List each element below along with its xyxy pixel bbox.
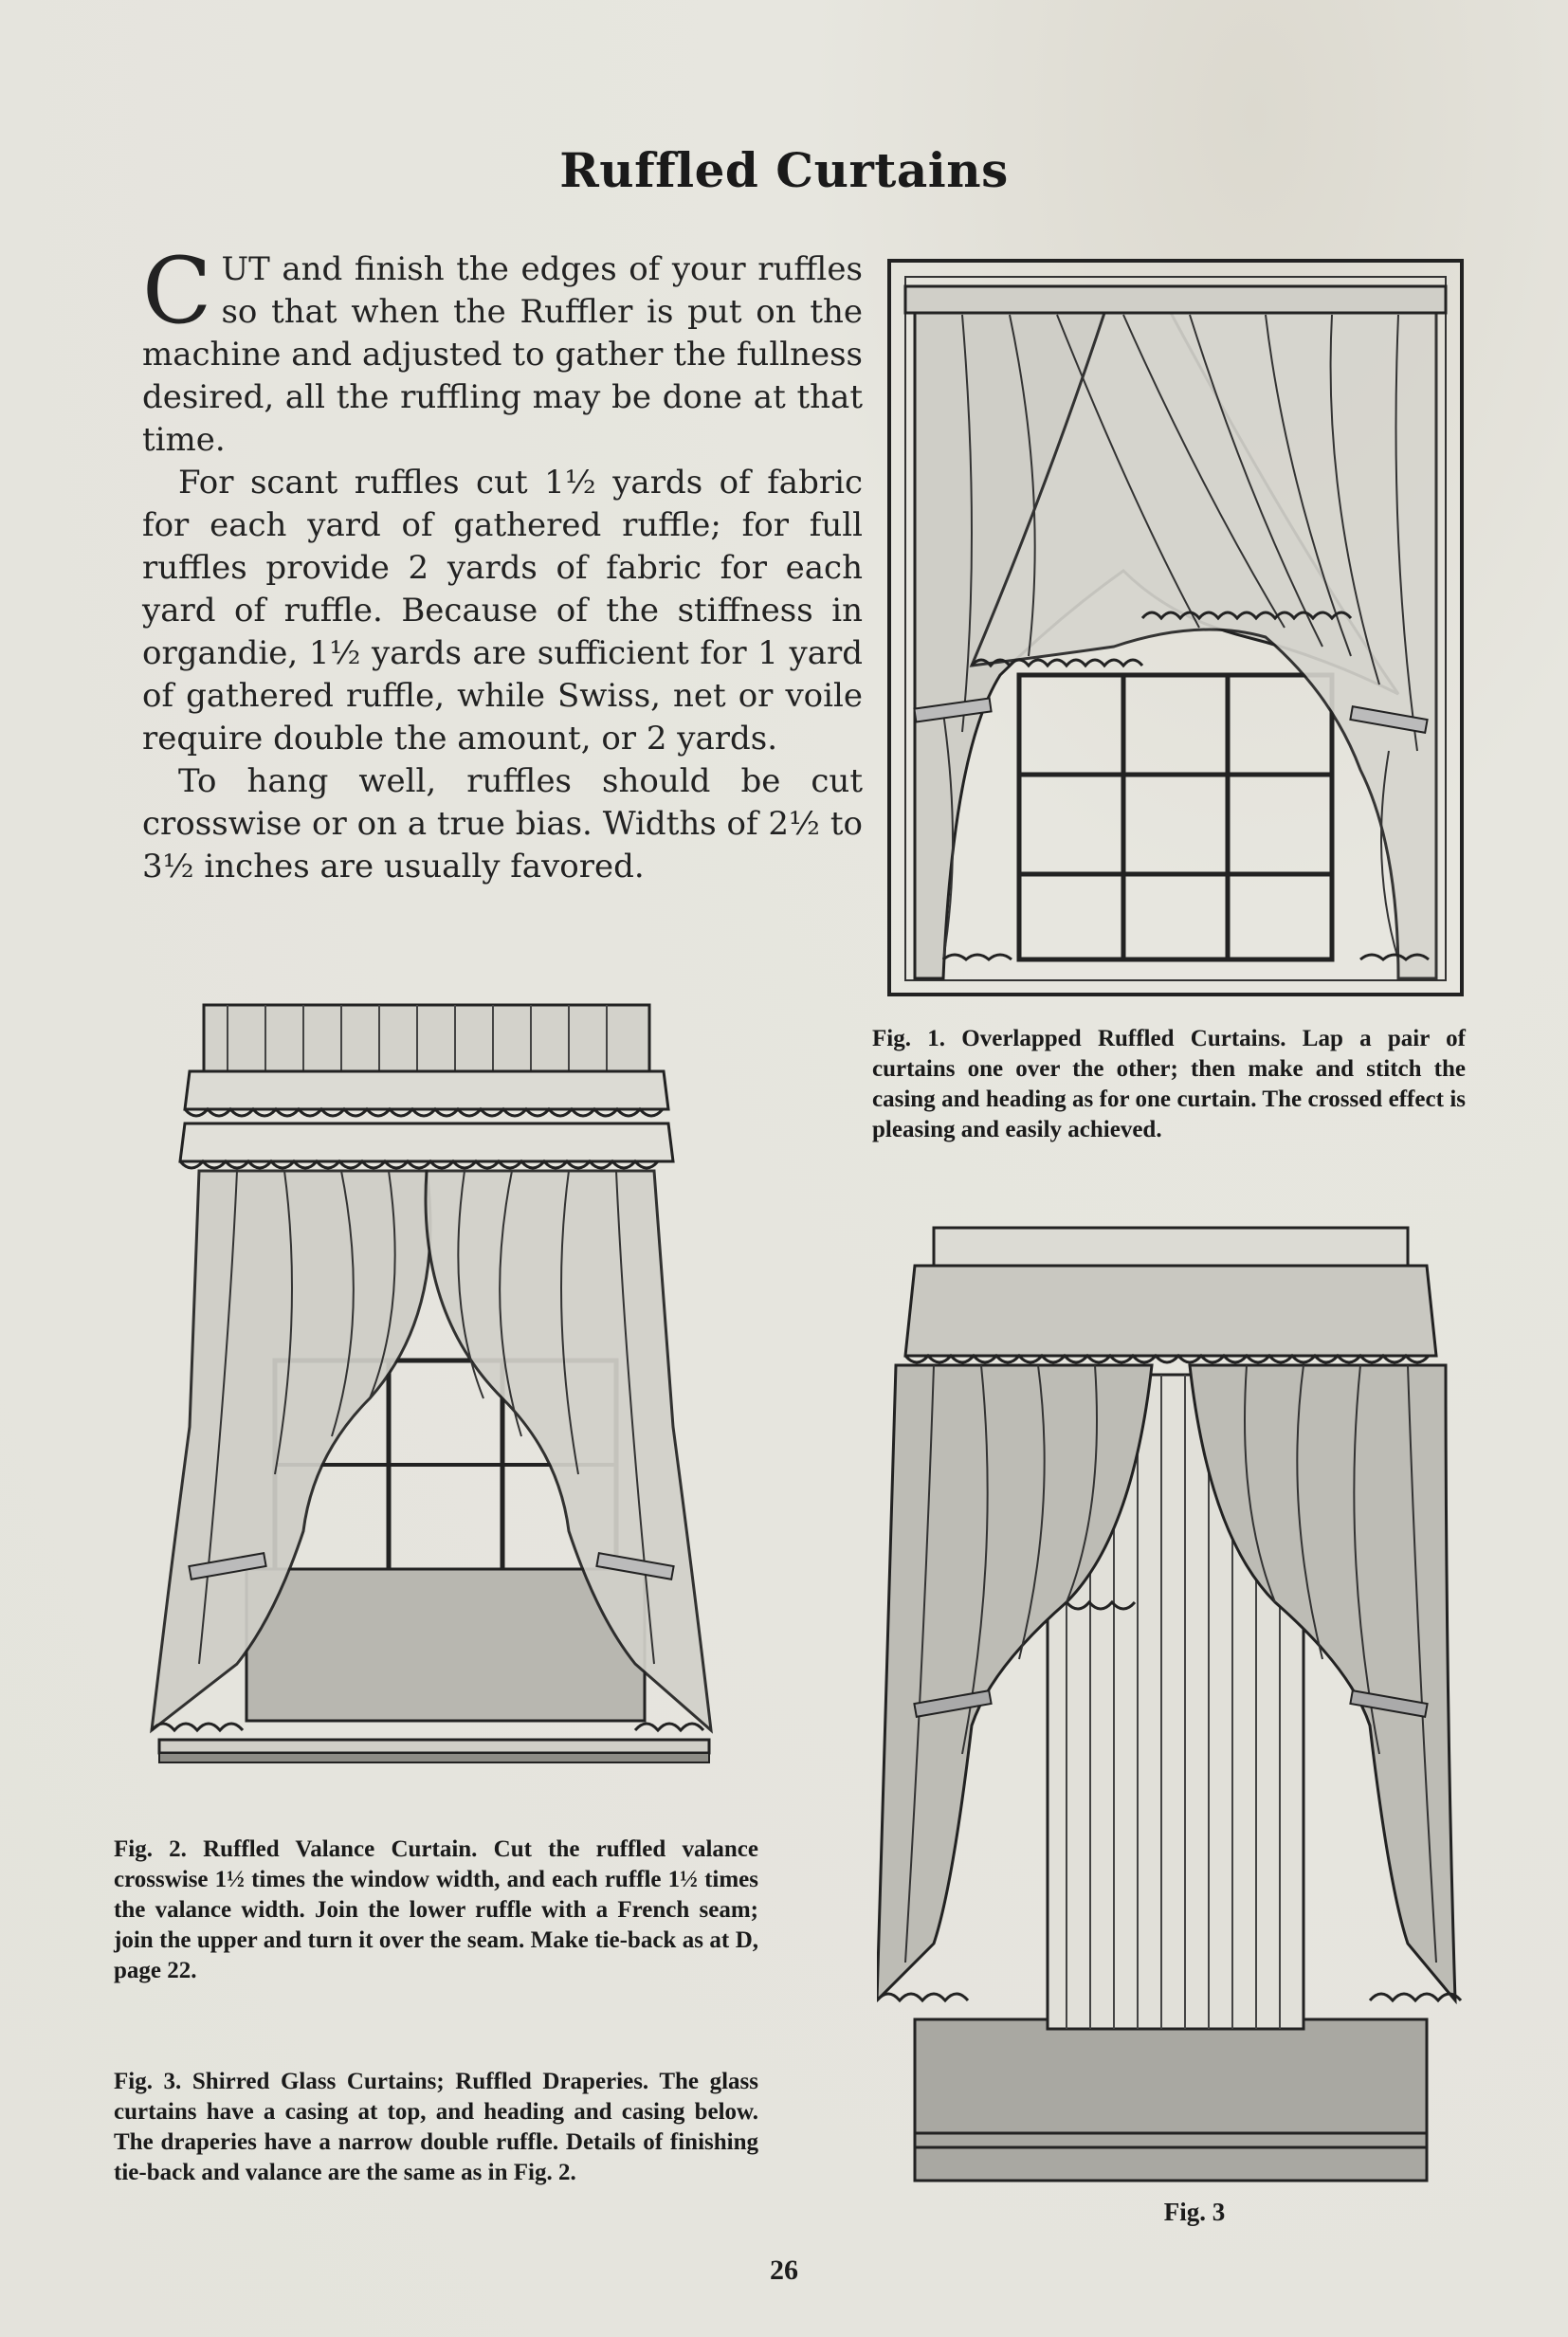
figure-3-caption-label: Fig. 3. Shirred Glass Curtains; Ruffled Draperies.: [114, 2069, 649, 2094]
intro-paragraph-2: For scant ruffles cut 1½ yards of fabric for each yard of gathered ruffle; for full ruffles provide 2 yards of fabric for each yard of ruffle. Because of the stiffness in organdie, 1½ yards are sufficient for 1 yard of gathered ruffle, while Swiss, net or voile require double the amount, or 2 yards.: [142, 464, 863, 758]
page-title: Ruffled Curtains: [559, 142, 1009, 198]
figure-2-caption-text: Cut the ruffled valance crosswise 1½ times the window width, and each ruffle 1½ times the valance width. Join the lower ruffle with a French seam; join the upper and turn it over the seam. Make tie-back as at D, page 22.: [114, 1836, 759, 1983]
figure-3-illustration: [877, 1223, 1465, 2190]
intro-paragraph-3: To hang well, ruffles should be cut crosswise or on a true bias. Widths of 2½ to 3½ inches are usually favored.: [142, 762, 863, 886]
figure-2-caption-label: Fig. 2. Ruffled Valance Curtain.: [114, 1836, 478, 1862]
intro-paragraph-1: [142, 238, 863, 462]
figure-3-caption: [114, 2067, 758, 2188]
figure-1-caption: [872, 1024, 1466, 1145]
drop-cap: C: [142, 238, 212, 344]
intro-paragraph-1-text: UT and finish the edges of your ruffles so that when the Ruffler is put on the machine and adjusted to gather the fullness desired, all the ruffling may be done at that time.: [142, 250, 863, 459]
figure-2-caption: [114, 1835, 758, 1986]
figure-1-illustration: [886, 258, 1465, 997]
figure-3-caption-text: The glass curtains have a casing at top, and heading and casing below. The draperies have a narrow double ruffle. Details of finishing tie-back and valance are the same as in Fig. 2.: [114, 2069, 758, 2185]
figure-2-illustration: [142, 1000, 730, 1816]
figure-3-label: Fig. 3: [1163, 2198, 1226, 2226]
page-number: 26: [770, 2255, 798, 2286]
figure-1-caption-label: Fig. 1. Overlapped Ruffled Curtains.: [872, 1026, 1286, 1051]
figure-1-caption-text: Lap a pair of curtains one over the other; then make and stitch the casing and heading as for one curtain. The crossed effect is pleasing and easily achieved.: [872, 1026, 1466, 1142]
intro-text: [142, 238, 863, 888]
